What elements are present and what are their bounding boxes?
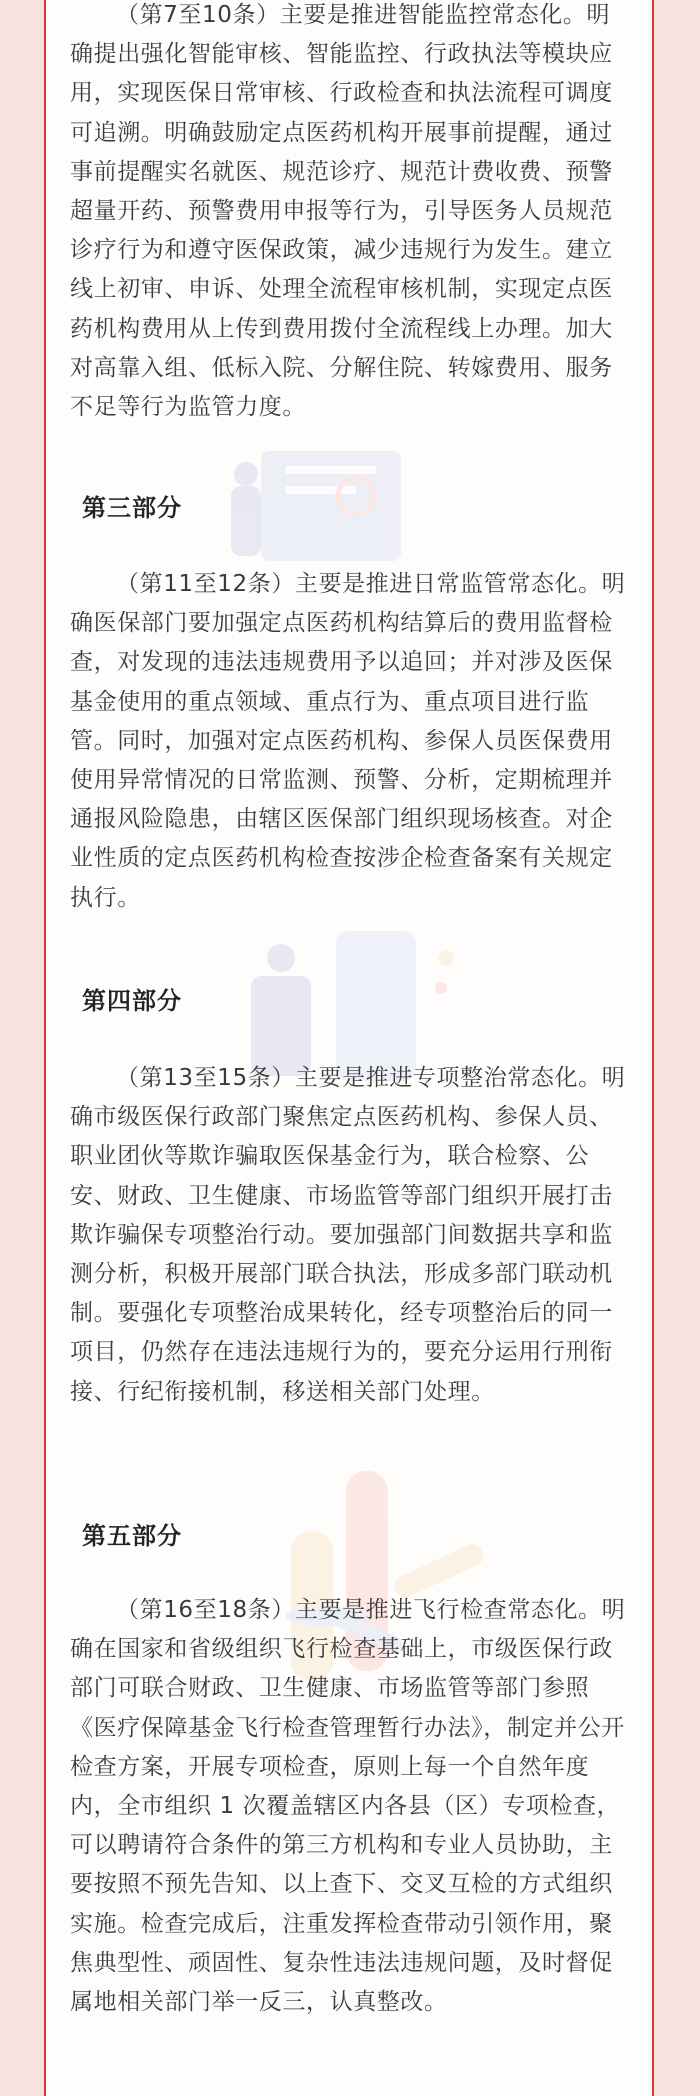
- section-heading-3-label: 第三部分: [82, 494, 182, 522]
- section-heading-3: [78, 488, 186, 523]
- section-heading-5: [78, 1516, 186, 1551]
- section-paragraph-4: （第13至15条）主要是推进专项整治常态化。明确市级医保行政部门聚焦定点医药机构、参保人员、职业团伙等欺诈骗取医保基金行为，联合检察、公安、财政、卫生健康、市场监管等部门组织开展打击欺诈骗保专项整治行动。要加强部门间数据共享和监测分析，积极开展部门联合执法，形成多部门联动机制。要强化专项整治成果转化，经专项整治后的同一项目，仍然存在违法违规行为的，要充分运用行刑衔接、行纪衔接机制，移送相关部门处理。: [70, 1065, 626, 1405]
- section-heading-4-label: 第四部分: [82, 987, 182, 1015]
- section-heading-4: [78, 981, 186, 1016]
- section-heading-5-label: 第五部分: [82, 1522, 182, 1550]
- section-paragraph-1: （第7至10条）主要是推进智能监控常态化。明确提出强化智能审核、智能监控、行政执法等模块应用，实现医保日常审核、行政检查和执法流程可调度可追溯。明确鼓励定点医药机构开展事前提醒，通过事前提醒实名就医、规范诊疗、规范计费收费、预警超量开药、预警费用申报等行为，引导医务人员规范诊疗行为和遵守医保政策，减少违规行为发生。建立线上初审、申诉、处理全流程审核机制，实现定点医药机构费用从上传到费用拨付全流程线上办理。加大对高靠入组、低标入院、分解住院、转嫁费用、服务不足等行为监管力度。: [70, 2, 613, 421]
- section-paragraph-5: （第16至18条）主要是推进飞行检查常态化。明确在国家和省级组织飞行检查基础上，市级医保行政部门可联合财政、卫生健康、市场监管等部门参照《医疗保障基金飞行检查管理暂行办法》，制定并公开检查方案，开展专项检查，原则上每一个自然年度内，全市组织 1 次覆盖辖区内各县（区）专项检查，可以聘请符合条件的第三方机构和专业人员协助，主要按照不预先告知、以上查下、交叉互检的方式组织实施。检查完成后，注重发挥检查带动引领作用，聚焦典型性、顽固性、复杂性违法违规问题，及时督促属地相关部门举一反三，认真整改。: [70, 1597, 626, 2016]
- article-card: [44, 0, 654, 2096]
- section-paragraph-3: （第11至12条）主要是推进日常监管常态化。明确医保部门要加强定点医药机构结算后的费用监督检查，对发现的违法违规费用予以追回；并对涉及医保基金使用的重点领域、重点行为、重点项目进行监管。同时，加强对定点医药机构、参保人员医保费用使用异常情况的日常监测、预警、分析，定期梳理并通报风险隐患，由辖区医保部门组织现场核查。对企业性质的定点医药机构检查按涉企检查备案有关规定执行。: [70, 571, 626, 911]
